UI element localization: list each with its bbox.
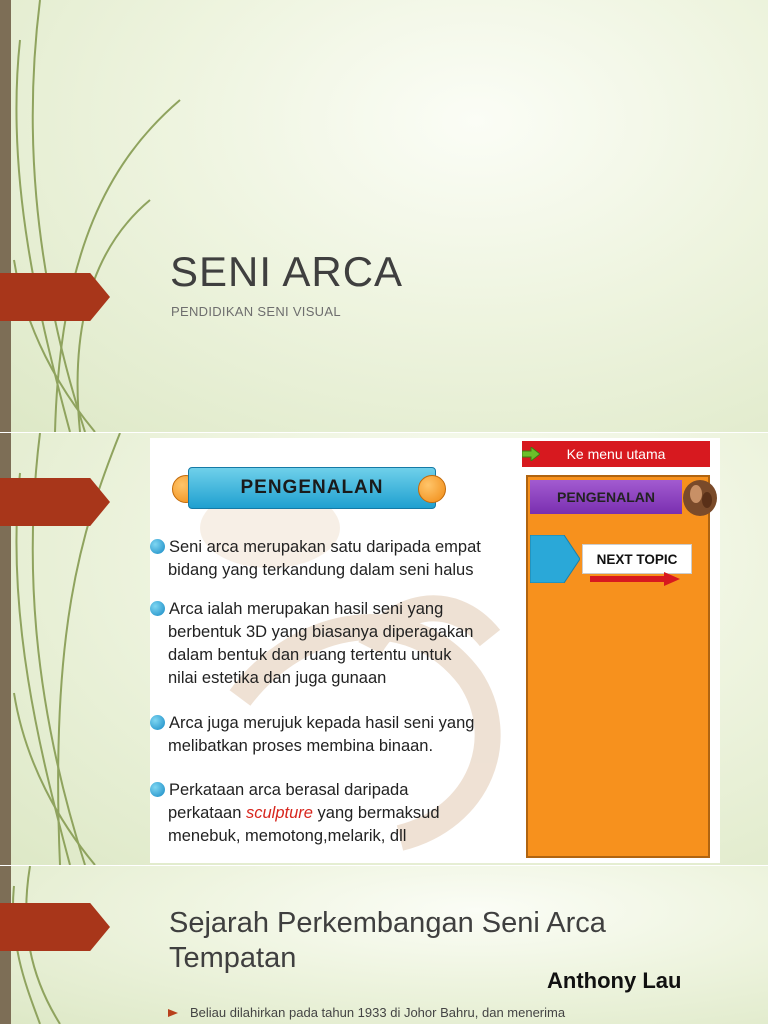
- bullet-item: [150, 536, 481, 582]
- bullet-item: [150, 712, 474, 758]
- bullet-text: melibatkan proses membina binaan.: [168, 737, 434, 755]
- next-topic-button[interactable]: NEXT TOPIC: [582, 544, 692, 574]
- accent-arrow-shape: [0, 273, 110, 321]
- author-name: Anthony Lau: [547, 968, 682, 993]
- banner-label: PENGENALAN: [188, 467, 436, 509]
- accent-arrow-shape: [0, 478, 110, 526]
- bullet-text: nilai estetika dan juga gunaan: [168, 669, 387, 687]
- green-arrow-icon: [522, 447, 540, 461]
- slide-subtitle: PENDIDIKAN SENI VISUAL: [171, 304, 341, 319]
- slide-pengenalan: [0, 433, 768, 865]
- blue-tab-arrow-icon: [530, 535, 580, 583]
- bullet-text: berbentuk 3D yang biasanya diperagakan: [168, 623, 474, 641]
- bullet-text: bidang yang terkandung dalam seni halus: [168, 561, 474, 579]
- slide-title-heading: SENI ARCA: [170, 248, 404, 295]
- bullet-text: dalam bentuk dan ruang tertentu untuk: [168, 646, 452, 664]
- banner-knob-right: [418, 475, 446, 503]
- body-text: Beliau dilahirkan pada tahun 1933 di Johor Bahru, dan menerima: [190, 1005, 566, 1020]
- slide-sejarah: [0, 866, 768, 1024]
- slide-heading: [169, 906, 606, 976]
- bullet-dot-icon: [150, 601, 165, 616]
- red-arrow-icon: [590, 572, 680, 586]
- bullet-text: menebuk, memotong,melarik, dll: [168, 827, 407, 845]
- bullet-text: Arca ialah merupakan hasil seni yang: [169, 600, 444, 618]
- slide-image-panel: [150, 438, 720, 863]
- bullet-item: [150, 598, 473, 690]
- slide-title: [0, 0, 768, 432]
- bullet-text: Seni arca merupakan satu daripada empat: [169, 538, 481, 556]
- sculpture-thumbnail-icon: [680, 476, 720, 518]
- bullet-text: Arca juga merujuk kepada hasil seni yang: [169, 714, 475, 732]
- heading-line: Tempatan: [169, 942, 297, 974]
- bullet-dot-icon: [150, 715, 165, 730]
- bullet-dot-icon: [150, 539, 165, 554]
- main-menu-button[interactable]: Ke menu utama: [522, 441, 710, 467]
- highlight-word: sculpture: [245, 804, 313, 822]
- bullet-dot-icon: [150, 782, 165, 797]
- decorative-vines: [0, 0, 200, 432]
- bullet-text: perkataan sculpture yang bermaksud: [168, 804, 440, 822]
- pengenalan-banner: [178, 465, 442, 511]
- bullet-item: [150, 779, 440, 848]
- accent-arrow-shape: [0, 903, 110, 951]
- navigation-panel: [526, 475, 710, 858]
- pengenalan-button[interactable]: PENGENALAN: [530, 480, 682, 514]
- bullet-text: Perkataan arca berasal daripada: [169, 781, 409, 799]
- bullet-arrow-icon: [168, 1009, 178, 1017]
- heading-line: Sejarah Perkembangan Seni Arca: [169, 907, 606, 939]
